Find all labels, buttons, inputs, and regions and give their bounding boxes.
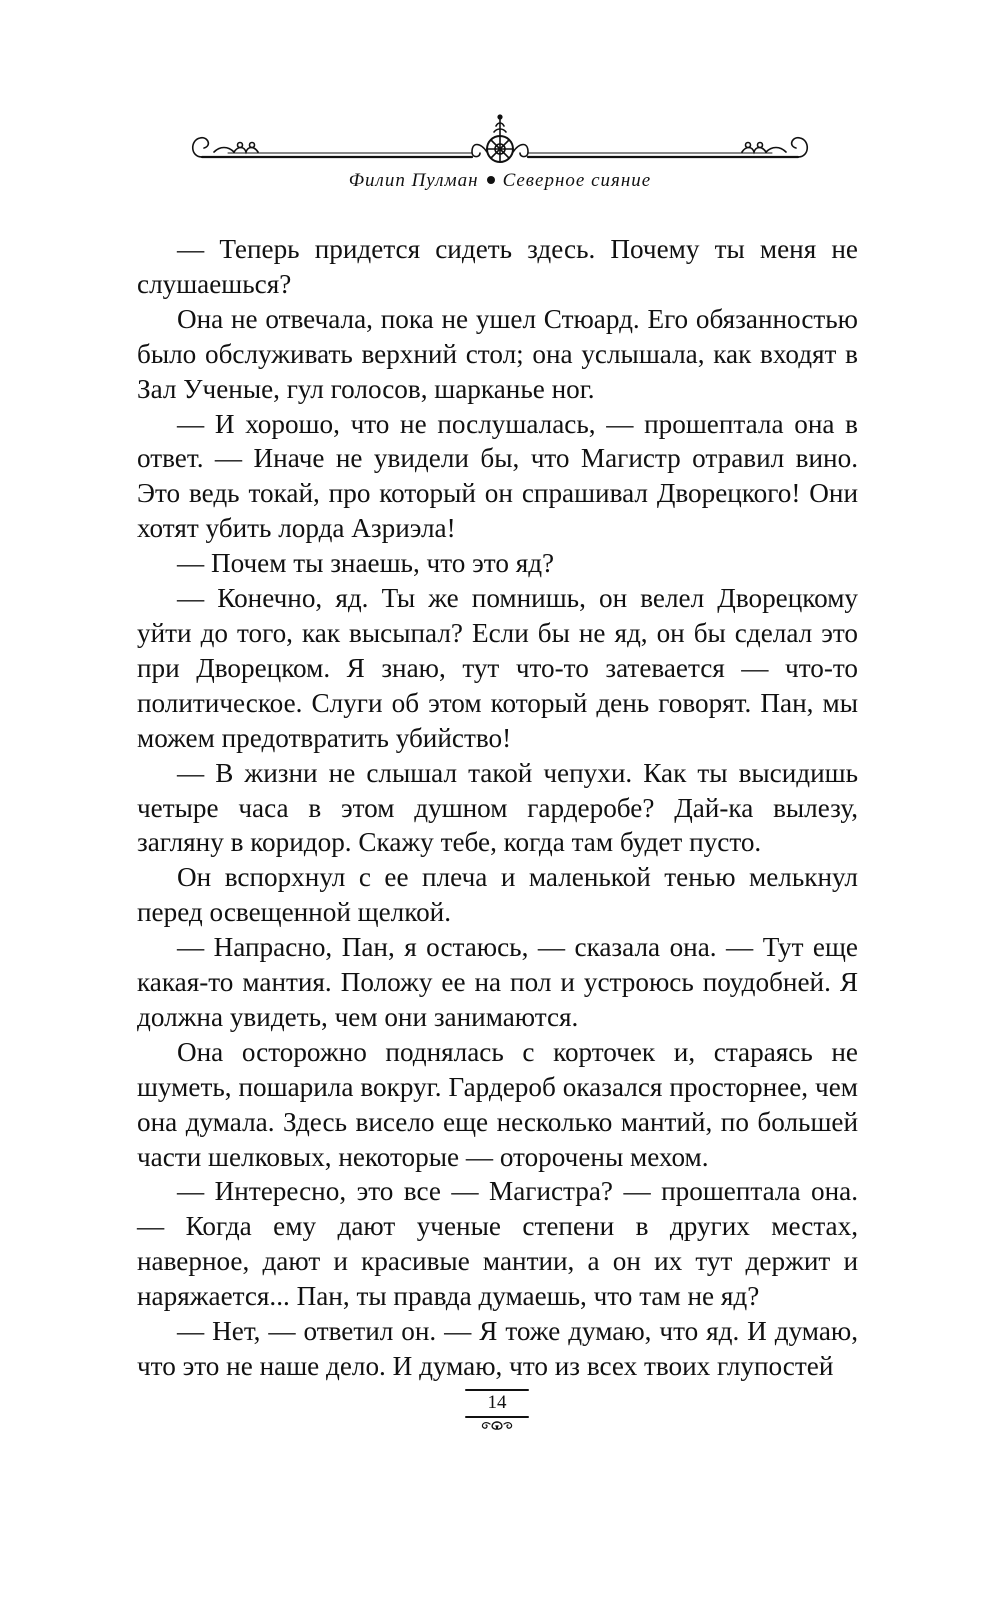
paragraph: — Нет, — ответил он. — Я тоже думаю, что яд. И думаю, что это не наше дело. И думаю, что из всех твоих глупостей	[137, 1316, 858, 1381]
paragraph: — Теперь придется сидеть здесь. Почему ты меня не слушаешься?	[137, 234, 858, 299]
paragraph: — Интересно, это все — Магистра? — прошептала она. — Когда ему дают ученые степени в других местах, наверное, дают и красивые мантии, а он их тут держит и наряжается... Пан, ты правда думаешь, что там не яд?	[137, 1176, 858, 1312]
running-header	[188, 112, 812, 202]
page-number: 14	[487, 1392, 507, 1413]
header-title: Северное сияние	[502, 170, 652, 191]
paragraph: — И хорошо, что не послушалась, — прошептала она в ответ. — Иначе не увидели бы, что Магистр отравил вино. Это ведь токай, про который он спрашивал Дворецкого! Они хотят убить лорда Азриэла!	[137, 408, 858, 544]
paragraph: — Конечно, яд. Ты же помнишь, он велел Дворецкому уйти до того, как высыпал? Если бы не яд, он бы сделал это при Дворецком. Я знаю, тут что-то затевается — что-то политическое. Слуги об этом который день говорят. Пан, мы можем предотвратить убийство!	[137, 583, 858, 753]
header-author: Филип Пулман	[348, 170, 479, 191]
paragraph: Она не отвечала, пока не ушел Стюард. Его обязанностью было обслуживать верхний стол; она услышала, как входят в Зал Ученые, гул голосов, шарканье ног.	[137, 303, 858, 404]
bullet-separator	[487, 176, 495, 184]
paragraph: Он вспорхнул с ее плеча и маленькой тенью мелькнул перед освещенной щелкой.	[137, 862, 858, 928]
paragraph: — В жизни не слышал такой чепухи. Как ты высидишь четыре часа в этом душном гардеробе? Дай-ка вылезу, загляну в коридор. Скажу тебе, когда там будет пусто.	[137, 757, 858, 858]
paragraph: — Почем ты знаешь, что это яд?	[177, 548, 555, 579]
paragraph: — Напрасно, Пан, я остаюсь, — сказала она. — Тут еще какая-то мантия. Положу ее на пол и устроюсь поудобней. Я должна увидеть, чем они занимаются.	[137, 932, 858, 1032]
body-text	[137, 232, 858, 1384]
header-ornament	[188, 112, 812, 172]
paragraph: Она осторожно поднялась с корточек и, стараясь не шуметь, пошарила вокруг. Гардероб оказался просторнее, чем она думала. Здесь висело еще несколько мантий, по большей части шелковых, некоторые — оторочены мехом.	[137, 1036, 858, 1172]
page-footer	[462, 1388, 532, 1448]
running-head-text	[188, 170, 812, 192]
